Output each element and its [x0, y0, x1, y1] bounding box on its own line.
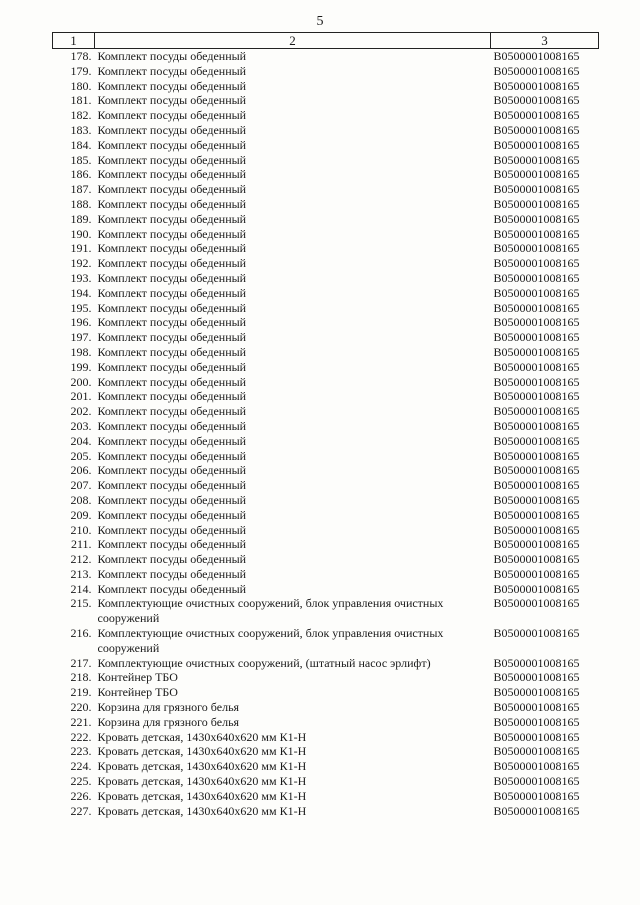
item-name: Комплект посуды обеденный	[97, 478, 247, 493]
table-row	[53, 375, 599, 390]
table-row	[53, 804, 599, 819]
row-number: 221.	[70, 714, 92, 729]
item-code: В0500001008165	[493, 374, 580, 389]
item-name: Комплект посуды обеденный	[97, 315, 247, 330]
row-number: 219.	[70, 685, 92, 700]
row-number: 227.	[70, 803, 92, 818]
item-code: В0500001008165	[493, 108, 580, 123]
page-number: 5	[316, 14, 324, 29]
row-number: 194.	[70, 285, 92, 300]
item-name: Комплект посуды обеденный	[97, 63, 247, 78]
item-name: Комплект посуды обеденный	[97, 389, 247, 404]
table-row	[53, 271, 599, 286]
row-number: 225.	[70, 774, 92, 789]
row-number: 205.	[70, 448, 92, 463]
item-name: Комплект посуды обеденный	[97, 256, 247, 271]
item-name: Комплект посуды обеденный	[97, 226, 247, 241]
item-name: Корзина для грязного белья	[97, 714, 240, 729]
table-row	[53, 345, 599, 360]
item-code: В0500001008165	[493, 463, 580, 478]
item-name: Комплект посуды обеденный	[97, 78, 247, 93]
item-code: В0500001008165	[493, 344, 580, 359]
item-code: В0500001008165	[493, 285, 580, 300]
table-row	[53, 64, 599, 79]
item-name: Комплект посуды обеденный	[97, 93, 247, 108]
item-code: В0500001008165	[493, 63, 580, 78]
item-code: В0500001008165	[493, 433, 580, 448]
table-row	[53, 774, 599, 789]
item-name: Контейнер ТБО	[97, 685, 178, 700]
row-number: 210.	[70, 522, 92, 537]
item-code: В0500001008165	[493, 49, 580, 63]
table-row	[53, 404, 599, 419]
item-name: Кровать детская, 1430x640x620 мм К1-Н	[97, 788, 307, 803]
row-number: 226.	[70, 788, 92, 803]
row-number: 201.	[70, 389, 92, 404]
table-row	[53, 537, 599, 552]
item-name: Комплект посуды обеденный	[97, 330, 247, 345]
item-code: В0500001008165	[493, 270, 580, 285]
item-code: В0500001008165	[493, 78, 580, 93]
item-code: В0500001008165	[493, 507, 580, 522]
item-name: Комплект посуды обеденный	[97, 418, 247, 433]
table-row	[53, 759, 599, 774]
item-name: Комплект посуды обеденный	[97, 241, 247, 256]
item-code: В0500001008165	[493, 478, 580, 493]
item-name: Комплект посуды обеденный	[97, 566, 247, 581]
item-code: В0500001008165	[493, 359, 580, 374]
row-number: 189.	[70, 211, 92, 226]
item-code: В0500001008165	[493, 670, 580, 685]
item-code: В0500001008165	[493, 256, 580, 271]
table-row	[53, 301, 599, 316]
item-name: Комплект посуды обеденный	[97, 211, 247, 226]
item-name: Комплект посуды обеденный	[97, 270, 247, 285]
item-name: Комплект посуды обеденный	[97, 49, 247, 63]
row-number: 200.	[70, 374, 92, 389]
table-row	[53, 449, 599, 464]
item-name: Комплект посуды обеденный	[97, 507, 247, 522]
table-row	[53, 241, 599, 256]
item-name: Комплект посуды обеденный	[97, 344, 247, 359]
item-name: Комплект посуды обеденный	[97, 167, 247, 182]
item-code: В0500001008165	[493, 581, 580, 596]
row-number: 222.	[70, 729, 92, 744]
table-row	[53, 123, 599, 138]
header-row	[53, 33, 599, 49]
table-row	[53, 582, 599, 597]
item-name: Кровать детская, 1430x640x620 мм К1-Н	[97, 729, 307, 744]
item-name: Комплект посуды обеденный	[97, 137, 247, 152]
item-name: Комплект посуды обеденный	[97, 300, 247, 315]
row-number: 190.	[70, 226, 92, 241]
item-name: Комплектующие очистных сооружений, (штатный насос эрлифт)	[97, 655, 431, 670]
table-row	[53, 212, 599, 227]
item-name: Комплект посуды обеденный	[97, 285, 247, 300]
table-row	[53, 434, 599, 449]
inventory-table	[52, 32, 599, 818]
row-number: 181.	[70, 93, 92, 108]
table-row	[53, 463, 599, 478]
column-header-number: 1	[53, 33, 95, 49]
item-name: Комплект посуды обеденный	[97, 196, 247, 211]
table-row	[53, 596, 599, 626]
row-number: 197.	[70, 330, 92, 345]
row-number: 183.	[70, 122, 92, 137]
row-number: 215.	[70, 596, 92, 611]
item-code: В0500001008165	[493, 300, 580, 315]
row-number: 209.	[70, 507, 92, 522]
item-name: Кровать детская, 1430x640x620 мм К1-Н	[97, 759, 307, 774]
row-number: 179.	[70, 63, 92, 78]
column-header-code: 3	[491, 33, 599, 49]
item-code: В0500001008165	[493, 655, 580, 670]
item-code: В0500001008165	[493, 404, 580, 419]
table-row	[53, 315, 599, 330]
item-name: Комплект посуды обеденный	[97, 182, 247, 197]
item-code: В0500001008165	[493, 759, 580, 774]
item-code: В0500001008165	[493, 552, 580, 567]
table-row	[53, 685, 599, 700]
item-code: В0500001008165	[493, 330, 580, 345]
item-code: В0500001008165	[493, 167, 580, 182]
item-code: В0500001008165	[493, 226, 580, 241]
item-code: В0500001008165	[493, 803, 580, 818]
item-name: Кровать детская, 1430x640x620 мм К1-Н	[97, 803, 307, 818]
item-code: В0500001008165	[493, 700, 580, 715]
item-code: В0500001008165	[493, 714, 580, 729]
item-code: В0500001008165	[493, 744, 580, 759]
column-header-name: 2	[95, 33, 491, 49]
item-code: В0500001008165	[493, 774, 580, 789]
item-name: Комплект посуды обеденный	[97, 122, 247, 137]
item-code: В0500001008165	[493, 152, 580, 167]
table-row	[53, 167, 599, 182]
table-row	[53, 552, 599, 567]
row-number: 213.	[70, 566, 92, 581]
item-code: В0500001008165	[493, 522, 580, 537]
row-number: 208.	[70, 492, 92, 507]
item-code: В0500001008165	[493, 122, 580, 137]
item-name: Корзина для грязного белья	[97, 700, 240, 715]
item-code: В0500001008165	[493, 537, 580, 552]
table-row	[53, 227, 599, 242]
row-number: 180.	[70, 78, 92, 93]
row-number: 211.	[70, 537, 92, 552]
item-code: В0500001008165	[493, 211, 580, 226]
row-number: 223.	[70, 744, 92, 759]
table-row	[53, 286, 599, 301]
row-number: 188.	[70, 196, 92, 211]
item-name: Комплект посуды обеденный	[97, 537, 247, 552]
item-name: Комплект посуды обеденный	[97, 492, 247, 507]
table-header	[53, 33, 599, 49]
row-number: 214.	[70, 581, 92, 596]
row-number: 198.	[70, 344, 92, 359]
row-number: 207.	[70, 478, 92, 493]
item-code: В0500001008165	[493, 685, 580, 700]
table-row	[53, 700, 599, 715]
row-number: 224.	[70, 759, 92, 774]
item-name: Кровать детская, 1430x640x620 мм К1-Н	[97, 774, 307, 789]
row-number: 187.	[70, 182, 92, 197]
table-row	[53, 360, 599, 375]
item-code: В0500001008165	[493, 241, 580, 256]
item-name: Комплект посуды обеденный	[97, 404, 247, 419]
item-name: Комплектующие очистных сооружений, блок управления очистных сооружений	[97, 626, 444, 655]
table-row	[53, 182, 599, 197]
table-row	[53, 153, 599, 168]
row-number: 206.	[70, 463, 92, 478]
item-code: В0500001008165	[493, 93, 580, 108]
item-name: Комплект посуды обеденный	[97, 152, 247, 167]
item-name: Комплект посуды обеденный	[97, 463, 247, 478]
row-number: 202.	[70, 404, 92, 419]
item-name: Комплект посуды обеденный	[97, 359, 247, 374]
row-number: 216.	[70, 626, 92, 641]
row-number: 220.	[70, 700, 92, 715]
row-number: 178.	[70, 49, 92, 63]
item-name: Комплект посуды обеденный	[97, 581, 247, 596]
row-number: 193.	[70, 270, 92, 285]
row-number: 218.	[70, 670, 92, 685]
item-code: В0500001008165	[493, 315, 580, 330]
row-number: 191.	[70, 241, 92, 256]
row-number: 184.	[70, 137, 92, 152]
table-row	[53, 656, 599, 671]
table-row	[53, 197, 599, 212]
table-row	[53, 478, 599, 493]
row-number: 196.	[70, 315, 92, 330]
table-row	[53, 138, 599, 153]
item-name: Комплект посуды обеденный	[97, 374, 247, 389]
item-code: В0500001008165	[493, 566, 580, 581]
table-row	[53, 508, 599, 523]
item-code: В0500001008165	[493, 418, 580, 433]
table-row	[53, 567, 599, 582]
item-name: Комплект посуды обеденный	[97, 448, 247, 463]
table-row	[53, 330, 599, 345]
table-row	[53, 49, 599, 64]
row-number: 195.	[70, 300, 92, 315]
item-code: В0500001008165	[493, 596, 580, 611]
row-number: 199.	[70, 359, 92, 374]
item-code: В0500001008165	[493, 492, 580, 507]
table-row	[53, 626, 599, 656]
row-number: 204.	[70, 433, 92, 448]
item-code: В0500001008165	[493, 448, 580, 463]
table-row	[53, 715, 599, 730]
row-number: 203.	[70, 418, 92, 433]
table-row	[53, 744, 599, 759]
table-row	[53, 523, 599, 538]
table-row	[53, 93, 599, 108]
table-row	[53, 389, 599, 404]
row-number: 185.	[70, 152, 92, 167]
table-row	[53, 419, 599, 434]
table-body	[53, 49, 599, 819]
row-number: 212.	[70, 552, 92, 567]
item-name: Комплектующие очистных сооружений, блок управления очистных сооружений	[97, 596, 444, 626]
item-code: В0500001008165	[493, 788, 580, 803]
item-code: В0500001008165	[493, 137, 580, 152]
item-name: Комплект посуды обеденный	[97, 522, 247, 537]
table-row	[53, 256, 599, 271]
table-row	[53, 789, 599, 804]
item-code: В0500001008165	[493, 196, 580, 211]
item-name: Комплект посуды обеденный	[97, 433, 247, 448]
row-number: 217.	[70, 655, 92, 670]
table-row	[53, 108, 599, 123]
row-number: 192.	[70, 256, 92, 271]
row-number: 182.	[70, 108, 92, 123]
table-row	[53, 670, 599, 685]
item-code: В0500001008165	[493, 626, 580, 641]
table-row	[53, 79, 599, 94]
item-name: Комплект посуды обеденный	[97, 108, 247, 123]
table-row	[53, 493, 599, 508]
table-row	[53, 730, 599, 745]
item-code: В0500001008165	[493, 182, 580, 197]
item-code: В0500001008165	[493, 389, 580, 404]
item-code: В0500001008165	[493, 729, 580, 744]
item-name: Контейнер ТБО	[97, 670, 178, 685]
item-name: Комплект посуды обеденный	[97, 552, 247, 567]
item-name: Кровать детская, 1430x640x620 мм К1-Н	[97, 744, 307, 759]
row-number: 186.	[70, 167, 92, 182]
